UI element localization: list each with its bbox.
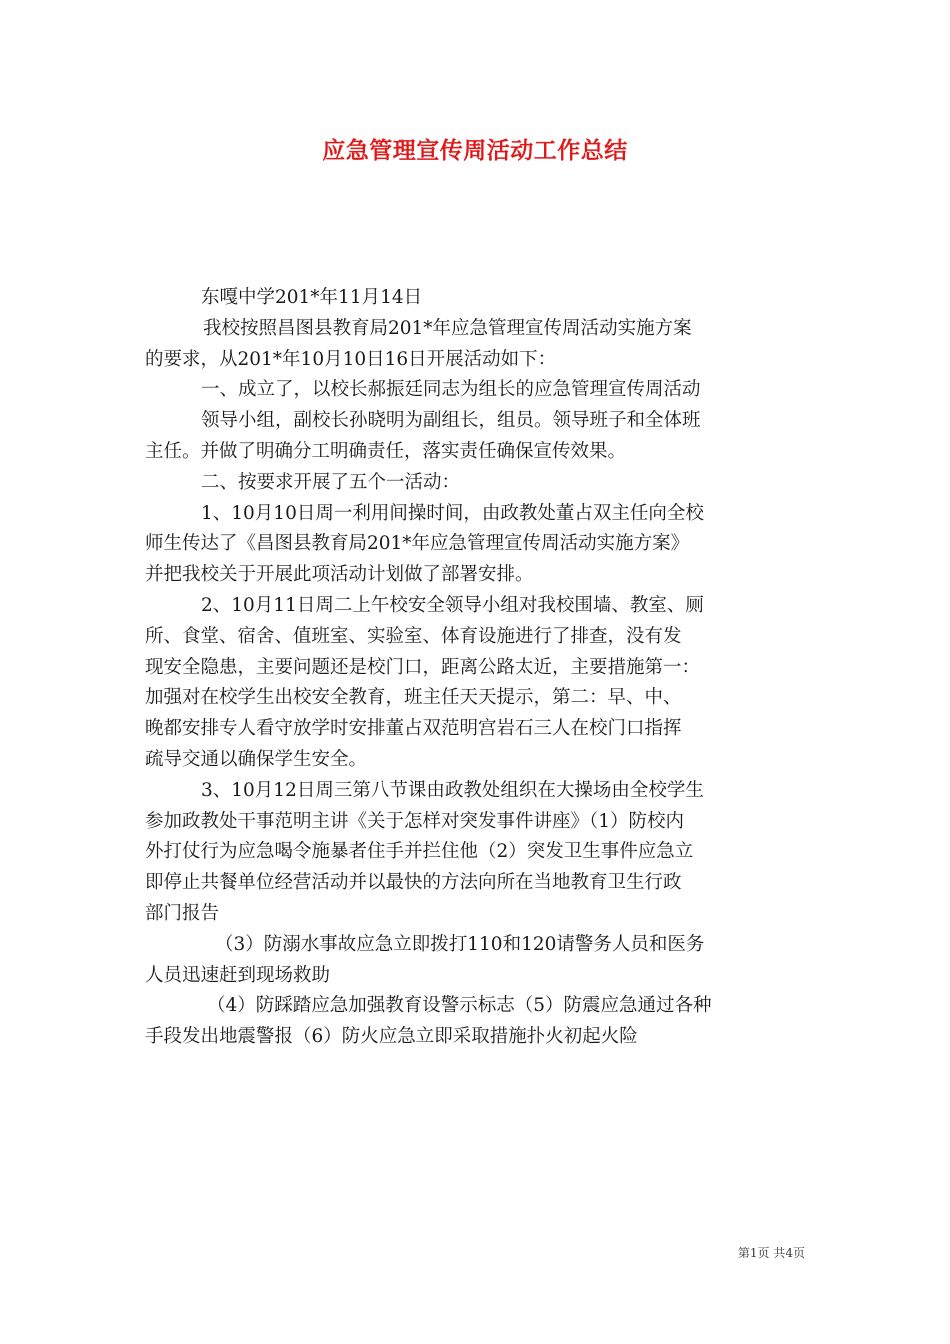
- text-line: 外打仗行为应急喝令施暴者住手并拦住他（2）突发卫生事件应急立: [145, 841, 694, 863]
- text-line: 的要求，从201*年10月10日16日开展活动如下：: [145, 348, 557, 370]
- text-line: 一、成立了，以校长郝振廷同志为组长的应急管理宣传周活动: [201, 379, 701, 401]
- text-line: 二、按要求开展了五个一活动：: [201, 471, 461, 493]
- text-line: 手段发出地震警报（6）防火应急立即采取措施扑火初起火险: [145, 1026, 638, 1048]
- text-line: 并把我校关于开展此项活动计划做了部署安排。: [145, 564, 534, 586]
- text-line: 人员迅速赶到现场救助: [145, 964, 331, 986]
- document-title: 应急管理宣传周活动工作总结: [322, 137, 628, 164]
- text-line: 我校按照昌图县教育局201*年应急管理宣传周活动实施方案: [203, 317, 692, 339]
- text-line: 1、10月10日周一利用间操时间，由政教处董占双主任向全校: [201, 502, 704, 524]
- text-line: 即停止共餐单位经营活动并以最快的方法向所在当地教育卫生行政: [145, 872, 682, 894]
- text-line: 现安全隐患，主要问题还是校门口，距离公路太近，主要措施第一：: [145, 656, 701, 678]
- text-line: 参加政教处干事范明主讲《关于怎样对突发事件讲座》（1）防校内: [145, 810, 685, 832]
- text-line: 部门报告: [145, 902, 220, 924]
- text-line: 晚都安排专人看守放学时安排董占双范明宫岩石三人在校门口指挥: [145, 718, 682, 740]
- text-line: 疏导交通以确保学生安全。: [145, 748, 368, 770]
- text-line: （4）防踩踏应急加强教育设警示标志（5）防震应急通过各种: [207, 995, 712, 1017]
- text-line: 加强对在校学生出校安全教育，班主任天天提示，第二：早、中、: [145, 687, 682, 709]
- document-body: [145, 283, 805, 1053]
- text-line: 领导小组，副校长孙晓明为副组长，组员。领导班子和全体班: [201, 410, 701, 432]
- text-line: 东嘎中学201*年11月14日: [201, 287, 423, 308]
- page-number: 第1页 共4页: [737, 1246, 805, 1260]
- text-line: 师生传达了《昌图县教育局201*年应急管理宣传周活动实施方案》: [145, 533, 690, 555]
- text-line: 2、10月11日周二上午校安全领导小组对我校围墙、教室、厕: [201, 594, 704, 616]
- text-line: 主任。并做了明确分工明确责任，落实责任确保宣传效果。: [145, 440, 627, 462]
- text-line: 3、10月12日周三第八节课由政教处组织在大操场由全校学生: [201, 779, 704, 801]
- text-line: （3）防溺水事故应急立即拨打110和120请警务人员和医务: [215, 933, 705, 955]
- text-line: 所、食堂、宿舍、值班室、实验室、体育设施进行了排查，没有发: [145, 625, 682, 647]
